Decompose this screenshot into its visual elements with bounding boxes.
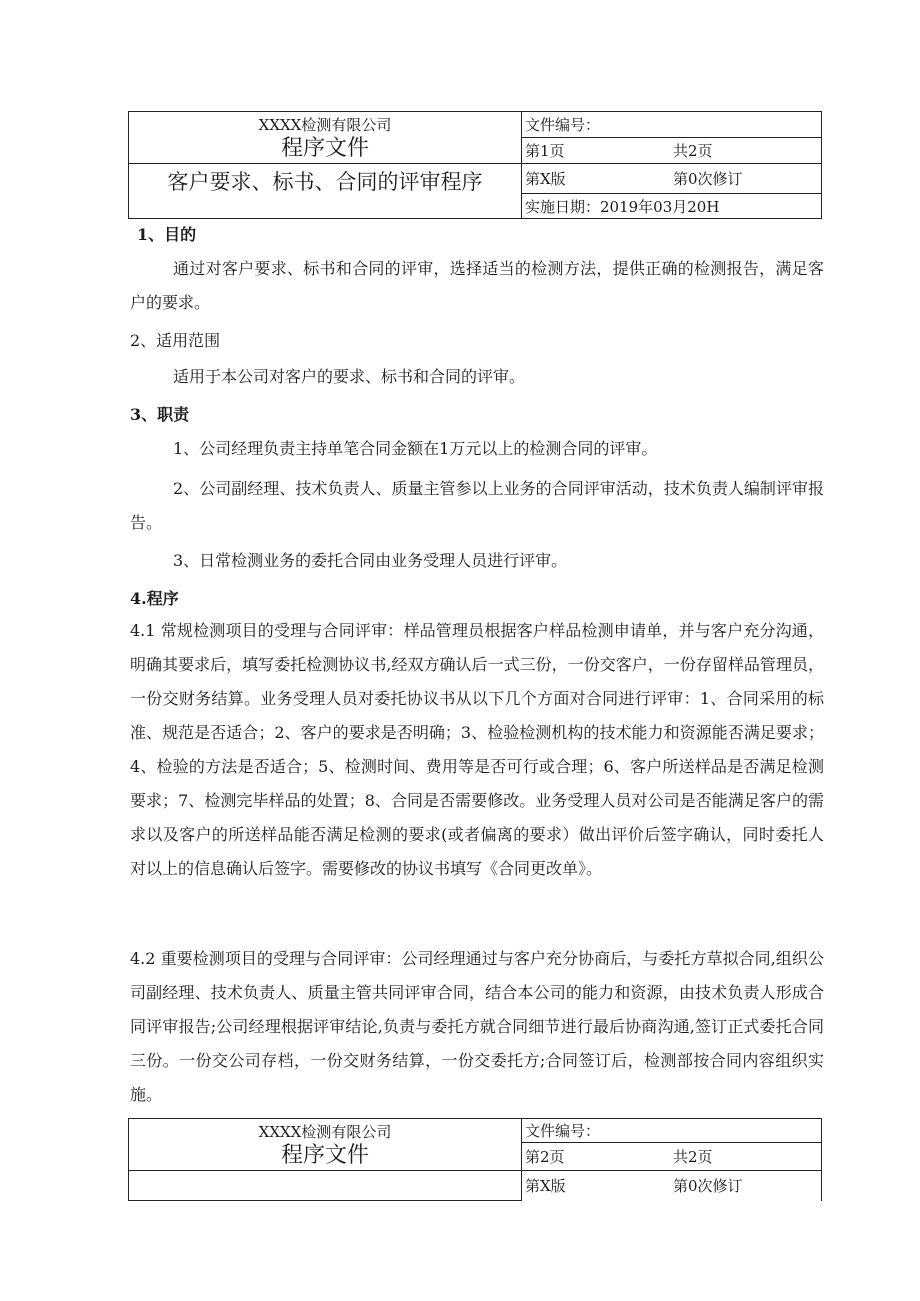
section-1-text: 通过对客户要求、标书和合同的评审，选择适当的检测方法，提供正确的检测报告，满足客户的要求。 <box>130 259 824 312</box>
version: 第X版 <box>525 1177 566 1196</box>
header-table-page2 <box>128 1118 822 1201</box>
page-number: 第2页 <box>525 1148 565 1166</box>
section-4-2-text: 4.2 重要检测项目的受理与合同评审：公司经理通过与客户充分协商后，与委托方草拟合同,组织公司副经理、技术负责人、质量主管共同评审合同，结合本公司的能力和资源，由技术负责人形成合同评审报告;公司经理根据评审结论,负责与委托方就合同细节进行最后协商沟通,签订正式委托合同三份。一份交公司存档，一份交财务结算，一份交委托方;合同签订后，检测部按合同内容组织实施。 <box>130 949 824 1104</box>
section-3-heading: 3、职责 <box>130 405 190 424</box>
doc-no-cell <box>522 112 822 138</box>
section-4-1-text: 4.1 常规检测项目的受理与合同评审：样品管理员根据客户样品检测申请单，并与客户充分沟通，明确其要求后，填写委托检测协议书,经双方确认后一式三份，一份交客户，一份存留样品管理员，一份交财务结算。业务受理人员对委托协议书从以下几个方面对合同进行评审：1、合同采用的标准、规范是否适合；2、客户的要求是否明确；3、检验检测机构的技术能力和资源能否满足要求；4、检验的方法是否适合；5、检测时间、费用等是否可行或合理；6、客户所送样品是否满足检测要求；7、检测完毕样品的处置；8、合同是否需要修改。业务受理人员对公司是否能满足客户的需求以及客户的所送样品能否满足检测的要求(或者偏离的要求）做出评价后签字确认，同时委托人对以上的信息确认后签字。需要修改的协议书填写《合同更改单》。 <box>130 621 824 878</box>
company-cell <box>129 112 522 164</box>
section-3-item-1: 1、公司经理负责主持单笔合同金额在1万元以上的检测合同的评审。 <box>173 439 658 458</box>
section-1-heading: 1、目的 <box>137 225 197 244</box>
doc-no-label: 文件编号： <box>525 116 601 134</box>
doc-type: 程序文件 <box>280 1142 369 1168</box>
doc-type: 程序文件 <box>280 135 369 161</box>
section-3-item-3: 3、日常检测业务的委托合同由业务受理人员进行评审。 <box>173 551 568 570</box>
section-2-heading: 2、适用范围 <box>130 331 221 350</box>
page-total: 共2页 <box>673 1148 713 1166</box>
blank-title-cell <box>129 1171 522 1201</box>
section-2-text: 适用于本公司对客户的要求、标书和合同的评审。 <box>173 367 526 386</box>
company-name: XXXX检测有限公司 <box>258 1122 392 1141</box>
section-3-item-2: 2、公司副经理、技术负责人、质量主管参以上业务的合同评审活动，技术负责人编制评审报告。 <box>130 479 824 532</box>
company-name: XXXX检测有限公司 <box>258 115 392 134</box>
version: 第X版 <box>525 170 566 188</box>
section-4-heading: 4.程序 <box>130 589 179 608</box>
doc-no-label: 文件编号： <box>525 1122 601 1140</box>
revision: 第0次修订 <box>673 1177 743 1196</box>
effective-date: 实施日期：2019年03月20H <box>525 197 720 216</box>
revision: 第0次修订 <box>673 170 743 188</box>
page-total: 共2页 <box>673 142 713 160</box>
doc-title: 客户要求、标书、合同的评审程序 <box>167 170 483 194</box>
header-table-page1 <box>128 111 822 219</box>
page-number: 第1页 <box>525 142 565 160</box>
